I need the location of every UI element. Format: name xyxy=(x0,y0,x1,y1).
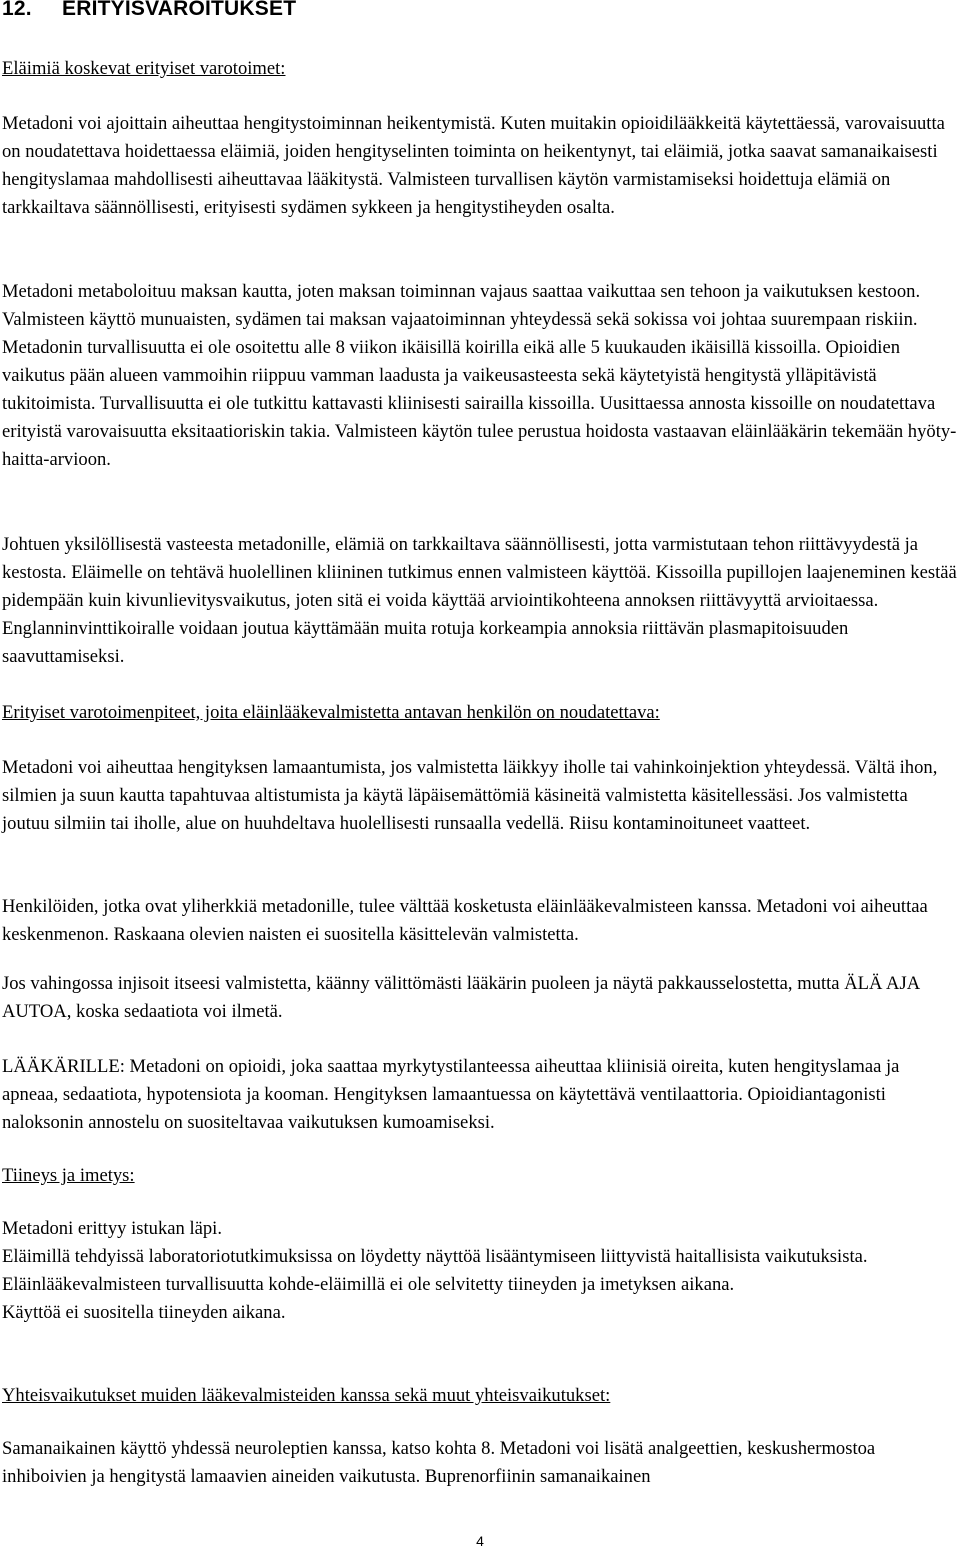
section-number: 12. xyxy=(2,0,32,20)
subheading-interactions: Yhteisvaikutukset muiden lääkevalmisteiden kanssa sekä muut yhteisvaikutukset: xyxy=(2,1385,611,1406)
pregnancy-line-not-recommended: Käyttöä ei suositella tiineyden aikana. xyxy=(2,1302,286,1323)
subheading-pregnancy: Tiineys ja imetys: xyxy=(2,1165,135,1186)
pregnancy-line-lab-studies: Eläimillä tehdyissä laboratoriotutkimuksissa on löydetty näyttöä lisääntymiseen liittyvistä haitallisista vaikutuksista. xyxy=(2,1246,868,1267)
pregnancy-line-placenta: Metadoni erittyy istukan läpi. xyxy=(2,1218,222,1239)
paragraph-hypersensitivity: Henkilöiden, jotka ovat yliherkkiä metadonille, tulee välttää kosketusta eläinlääkevalmisteen kanssa. Metadoni voi aiheuttaa keskenmenon. Raskaana olevien naisten ei suositella käsittelevän valmistetta. xyxy=(2,896,928,945)
paragraph-for-doctors: LÄÄKÄRILLE: Metadoni on opioidi, joka saattaa myrkytystilanteessa aiheuttaa kliinisiä oireita, kuten hengityslamaa ja apneaa, sedaatiota, hypotensiota ja kooman. Hengityksen lamaantuessa on käytettävä ventilaattoria. Opioidiantagonisti naloksonin annostelu on suositeltavaa vaikutuksen kumoamiseksi. xyxy=(2,1056,900,1133)
subheading-animals: Eläimiä koskevat erityiset varotoimet: xyxy=(2,58,286,79)
paragraph-hepatic: Metadoni metaboloituu maksan kautta, joten maksan toiminnan vajaus saattaa vaikuttaa sen tehoon ja vaikutuksen kestoon. Valmisteen käyttö munuaisten, sydämen tai maksan vajaatoiminnan yhteydessä sekä sokissa voi johtaa suurempaan riskiin. Metadonin turvallisuutta ei ole osoitettu alle 8 viikon ikäisillä koirilla eikä alle 5 kuukauden ikäisillä kissoilla. Opioidien vaikutus pään alueen vammoihin riippuu vamman laadusta ja vaikeusasteesta sekä käytetyistä hengitystä ylläpitävistä tukitoimista. Turvallisuutta ei ole tutkittu kattavasti kliinisesti sairailla kissoilla. Uusittaessa annosta kissoille on noudatettava erityistä varovaisuutta eksitaatioriskin takia. Valmisteen käytön tulee perustua hoidosta vastaavan eläinlääkärin tekemään hyöty-haitta-arvioon. xyxy=(2,281,957,470)
paragraph-self-injection: Jos vahingossa injisoit itseesi valmistetta, käänny välittömästi lääkärin puoleen ja näytä pakkausselostetta, mutta ÄLÄ AJA AUTOA, koska sedaatiota voi ilmetä. xyxy=(2,973,920,1022)
section-heading xyxy=(2,0,296,21)
paragraph-interactions: Samanaikainen käyttö yhdessä neuroleptien kanssa, katso kohta 8. Metadoni voi lisätä analgeettien, keskushermostoa inhiboivien ja hengitystä lamaavien aineiden vaikutusta. Buprenorfiinin samanaikainen xyxy=(2,1438,876,1487)
paragraph-exposure: Metadoni voi aiheuttaa hengityksen lamaantumista, jos valmistetta läikkyy iholle tai vahinkoinjektion yhteydessä. Vältä ihon, silmien ja suun kautta tapahtuvaa altistumista ja käytä läpäisemättömiä käsineitä valmistetta käsitellessäsi. Jos valmistetta joutuu silmiin tai iholle, alue on huuhdeltava huolellisesti runsaalla vedellä. Riisu kontaminoituneet vaatteet. xyxy=(2,757,938,834)
section-title: ERITYISVAROITUKSET xyxy=(62,0,297,20)
page-number: 4 xyxy=(476,1533,484,1549)
paragraph-pregnancy xyxy=(2,1215,957,1327)
paragraph-respiratory: Metadoni voi ajoittain aiheuttaa hengitystoiminnan heikentymistä. Kuten muitakin opioidilääkkeitä käytettäessä, varovaisuutta on noudatettava hoidettaessa eläimiä, joiden hengityselinten toiminta on heikentynyt, tai eläimiä, jotka saavat samanaikaisesti hengityslamaa mahdollisesti aiheuttavaa lääkitystä. Valmisteen turvallisen käytön varmistamiseksi hoidettuja elämiä on tarkkailtava säännöllisesti, erityisesti sydämen sykkeen ja hengitystiheyden osalta. xyxy=(2,113,945,218)
paragraph-monitoring: Johtuen yksilöllisestä vasteesta metadonille, elämiä on tarkkailtava säännöllisesti, jotta varmistutaan tehon riittävyydestä ja kestosta. Eläimelle on tehtävä huolellinen kliininen tutkimus ennen valmisteen käyttöä. Kissoilla pupillojen laajeneminen kestää pidempään kuin kivunlievitysvaikutus, joten sitä ei voida käyttää arviointikohteena annoksen riittävyyttä arvioitaessa. Englanninvinttikoiralle voidaan joutua käyttämään muita rotuja korkeampia annoksia riittävän plasmapitoisuuden saavuttamiseksi. xyxy=(2,534,957,667)
subheading-handlers: Erityiset varotoimenpiteet, joita eläinlääkevalmistetta antavan henkilön on noudatettava: xyxy=(2,702,660,723)
pregnancy-line-safety: Eläinlääkevalmisteen turvallisuutta kohde-eläimillä ei ole selvitetty tiineyden ja imetyksen aikana. xyxy=(2,1274,735,1295)
